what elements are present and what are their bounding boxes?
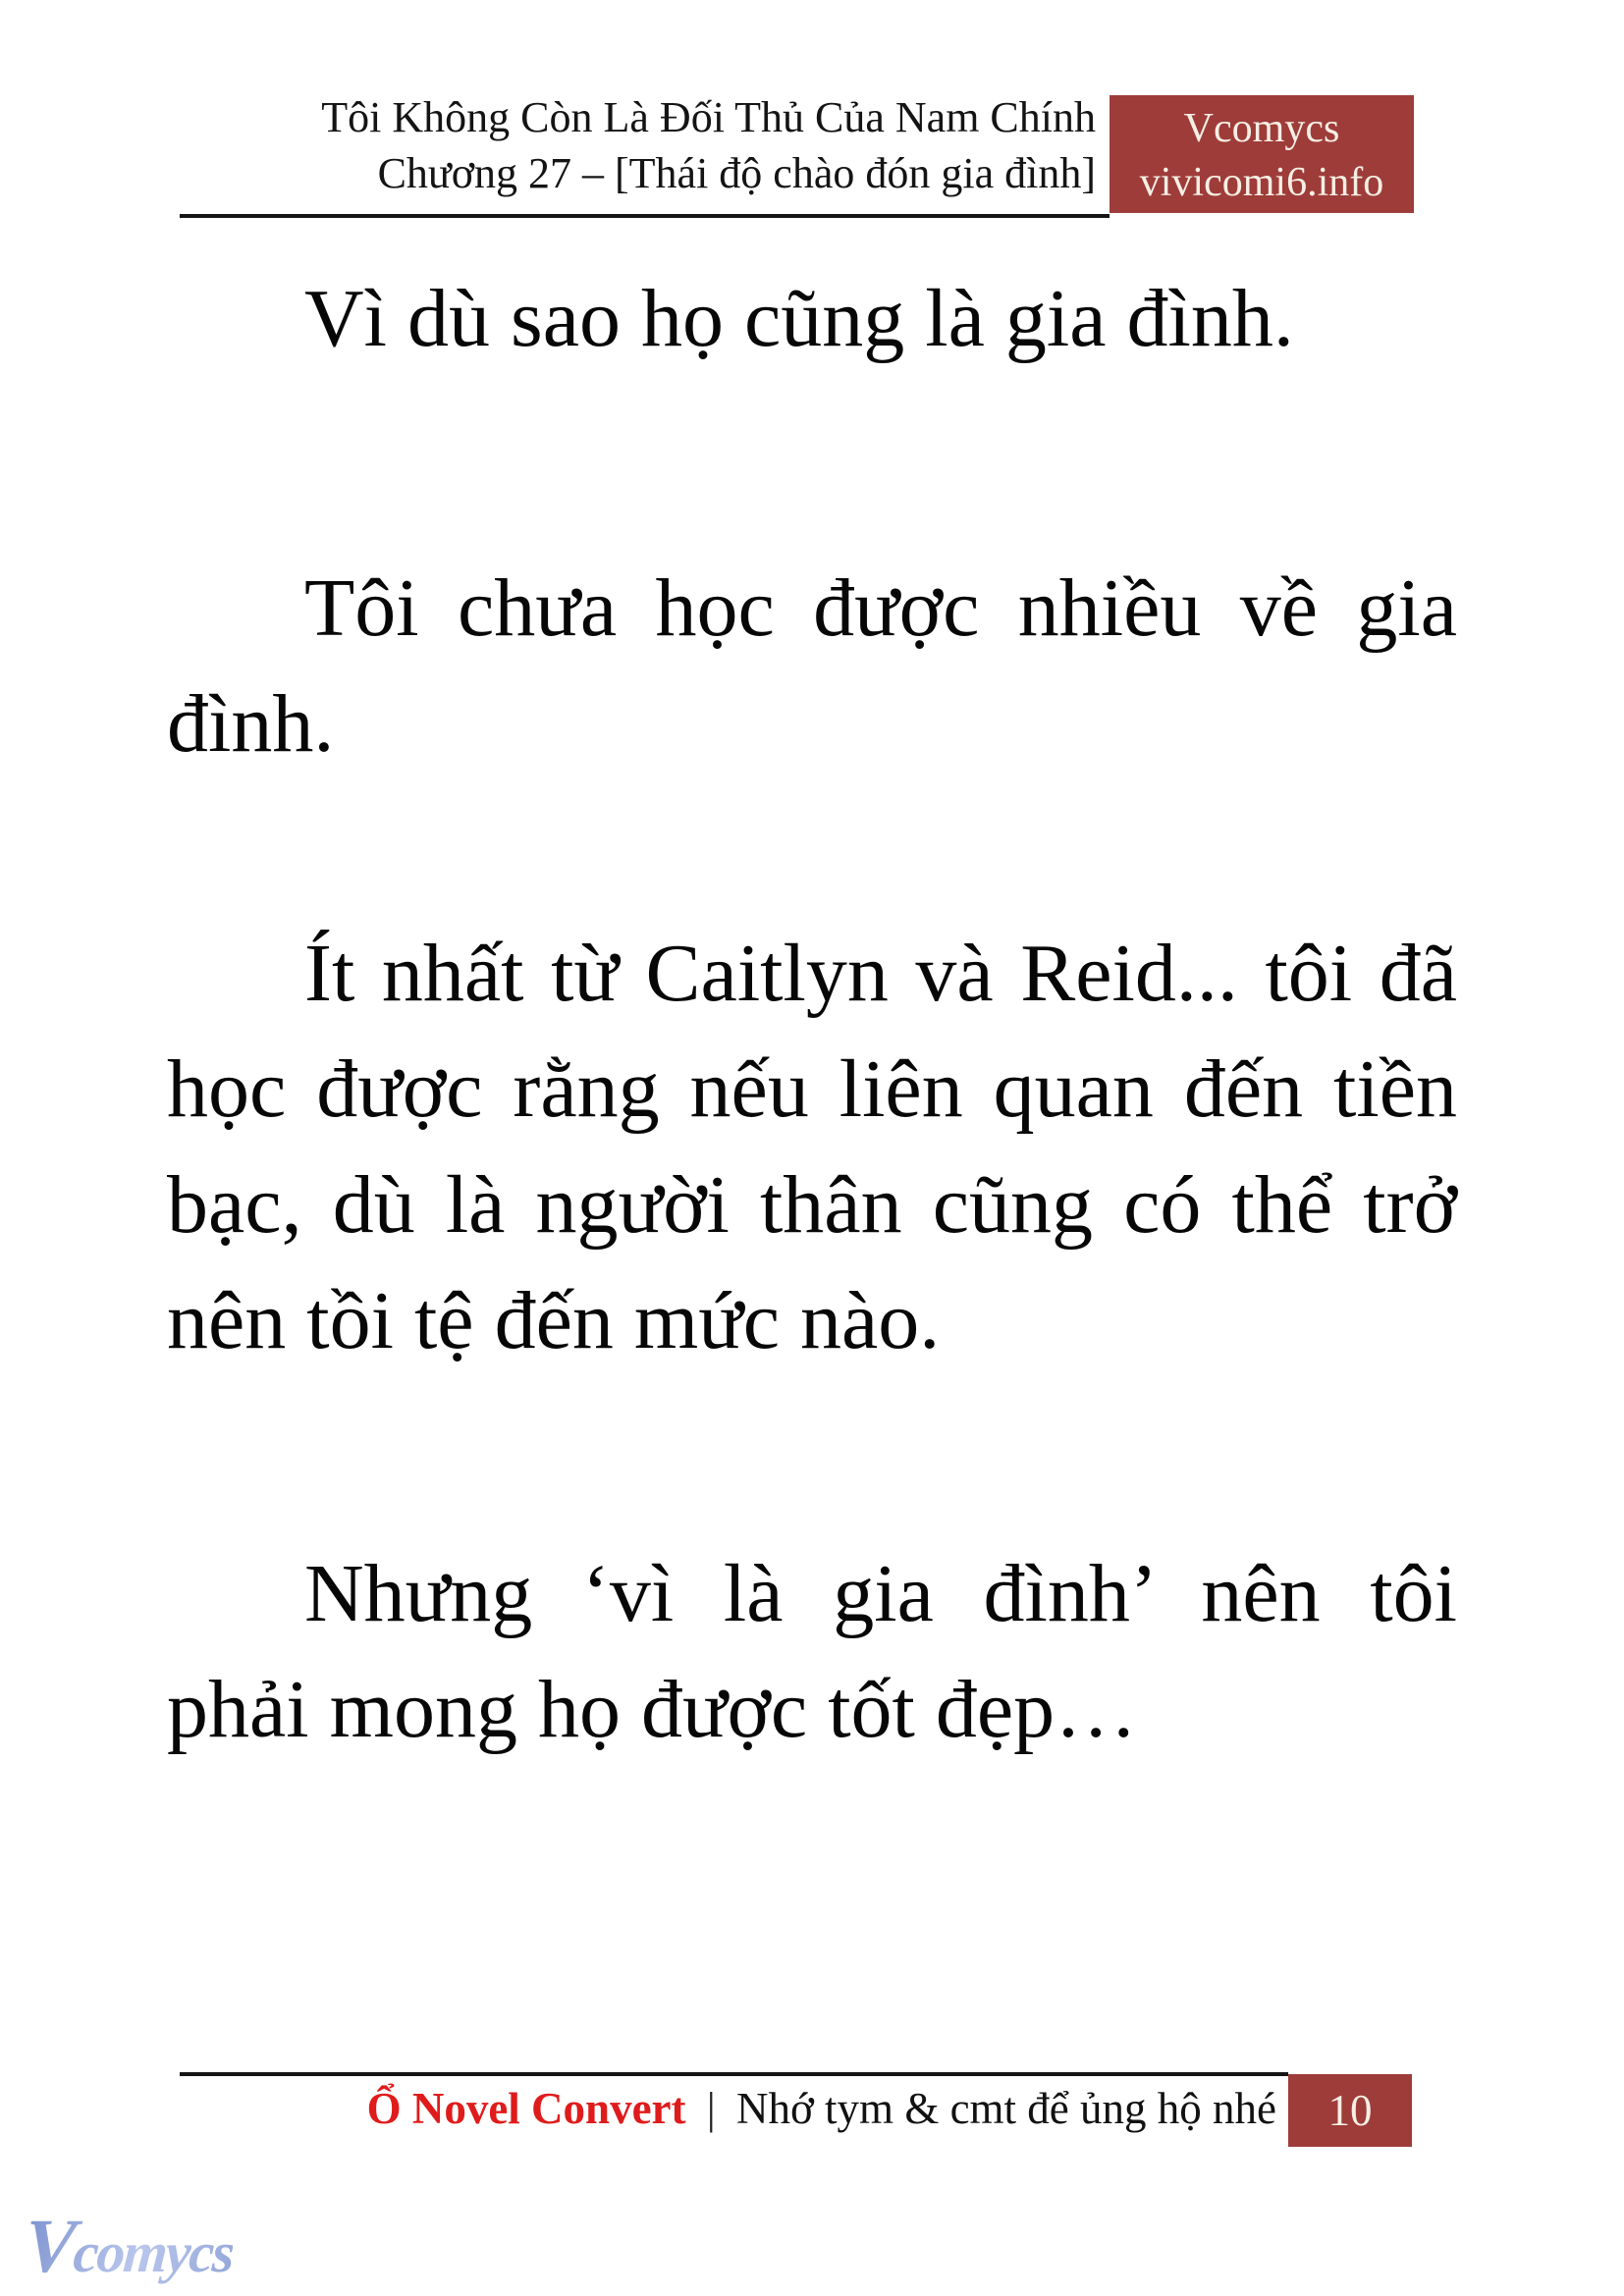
footer-credit: Ổ Novel Convert — [366, 2084, 686, 2133]
paragraph-line: Nhưng ‘vì là gia đình’ nên tôi — [304, 1548, 1457, 1639]
paragraph-line: Tôi chưa học được nhiều về gia — [304, 562, 1457, 654]
footer-divider — [180, 2072, 1288, 2076]
paragraph-line: Ít nhất từ Caitlyn và Reid... tôi đã — [304, 928, 1457, 1019]
body-text — [167, 261, 1457, 1768]
paragraph-line: đình. — [167, 678, 335, 770]
header-title-block — [177, 89, 1096, 201]
page-number: 10 — [1327, 2086, 1373, 2135]
footer-credit-line — [180, 2078, 1276, 2139]
paragraph-line: bạc, dù là người thân cũng có thể trở — [167, 1159, 1457, 1251]
brand-box — [1110, 95, 1414, 213]
paragraph-3 — [167, 916, 1457, 1379]
paragraph-line: nên tồi tệ đến mức nào. — [167, 1275, 941, 1366]
header-divider — [180, 214, 1110, 218]
footer-separator: | — [706, 2084, 716, 2133]
paragraph-line: phải mong họ được tốt đẹp… — [167, 1664, 1138, 1755]
paragraph-line: học được rằng nếu liên quan đến tiền — [167, 1043, 1457, 1135]
paragraph-1 — [167, 261, 1457, 377]
paragraph-4 — [167, 1536, 1457, 1768]
chapter-title: Chương 27 – [Thái độ chào đón gia đình] — [377, 149, 1096, 197]
brand-name: Vcomycs — [1183, 106, 1340, 151]
brand-site: vivicomi6.info — [1139, 160, 1384, 205]
page-number-badge — [1288, 2074, 1412, 2147]
paragraph-line: Vì dù sao họ cũng là gia đình. — [304, 273, 1294, 364]
paragraph-2 — [167, 551, 1457, 782]
footer-note: Nhớ tym & cmt để ủng hộ nhé — [736, 2084, 1276, 2133]
vcomycs-watermark-logo: Vcomycs — [22, 2207, 236, 2292]
series-title: Tôi Không Còn Là Đối Thủ Của Nam Chính — [321, 93, 1096, 141]
